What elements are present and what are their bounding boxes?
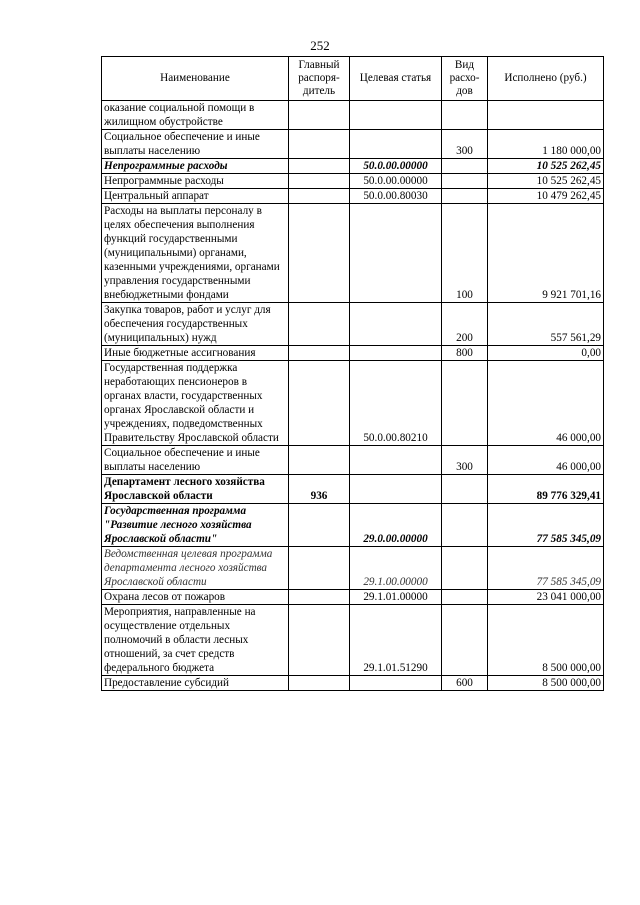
- row-amount: [488, 101, 604, 130]
- row-admin: [289, 204, 350, 303]
- row-target: [350, 101, 442, 130]
- row-name: Департамент лесного хозяйства Ярославской области: [102, 475, 289, 504]
- row-admin: [289, 101, 350, 130]
- row-admin: 936: [289, 475, 350, 504]
- header-executed: Исполнено (руб.): [488, 57, 604, 101]
- table-body: [102, 101, 604, 691]
- row-target: [350, 303, 442, 346]
- row-admin: [289, 547, 350, 590]
- table-row: [102, 189, 604, 204]
- row-name: Непрограммные расходы: [102, 159, 289, 174]
- row-type: 300: [442, 130, 488, 159]
- row-target: 50.0.00.80030: [350, 189, 442, 204]
- row-amount: 77 585 345,09: [488, 547, 604, 590]
- row-type: [442, 101, 488, 130]
- row-amount: 557 561,29: [488, 303, 604, 346]
- row-type: 300: [442, 446, 488, 475]
- row-name: Ведомственная целевая программа департамента лесного хозяйства Ярославской области: [102, 547, 289, 590]
- row-admin: [289, 504, 350, 547]
- row-type: 200: [442, 303, 488, 346]
- table-row: [102, 504, 604, 547]
- row-target: 29.1.01.51290: [350, 605, 442, 676]
- row-target: 50.0.00.80210: [350, 361, 442, 446]
- header-target: Целевая статья: [350, 57, 442, 101]
- table-header-row: [102, 57, 604, 101]
- row-name: Предоставление субсидий: [102, 676, 289, 691]
- table-row: [102, 676, 604, 691]
- table-row: [102, 346, 604, 361]
- row-target: 50.0.00.00000: [350, 159, 442, 174]
- row-name: Иные бюджетные ассигнования: [102, 346, 289, 361]
- row-amount: 89 776 329,41: [488, 475, 604, 504]
- table-row: [102, 101, 604, 130]
- table-row: [102, 590, 604, 605]
- row-type: 100: [442, 204, 488, 303]
- table-row: [102, 174, 604, 189]
- table-row: [102, 547, 604, 590]
- budget-table: [101, 56, 604, 691]
- row-amount: 0,00: [488, 346, 604, 361]
- row-name: Центральный аппарат: [102, 189, 289, 204]
- header-type: Вид расхо-дов: [442, 57, 488, 101]
- row-admin: [289, 605, 350, 676]
- row-amount: 8 500 000,00: [488, 605, 604, 676]
- row-target: 50.0.00.00000: [350, 174, 442, 189]
- row-name: Мероприятия, направленные на осуществление отдельных полномочий в области лесных отношений, за счет средств федерального бюджета: [102, 605, 289, 676]
- row-name: Непрограммные расходы: [102, 174, 289, 189]
- header-name: Наименование: [102, 57, 289, 101]
- row-type: [442, 159, 488, 174]
- row-name: оказание социальной помощи в жилищном обустройстве: [102, 101, 289, 130]
- page-number: 252: [310, 38, 330, 53]
- row-target: [350, 446, 442, 475]
- row-amount: 10 525 262,45: [488, 174, 604, 189]
- row-amount: 9 921 701,16: [488, 204, 604, 303]
- row-amount: 46 000,00: [488, 361, 604, 446]
- row-type: [442, 547, 488, 590]
- table-row: [102, 361, 604, 446]
- table-row: [102, 475, 604, 504]
- row-target: [350, 475, 442, 504]
- row-admin: [289, 590, 350, 605]
- table-row: [102, 446, 604, 475]
- row-amount: 10 479 262,45: [488, 189, 604, 204]
- row-target: [350, 676, 442, 691]
- row-name: Государственная поддержка неработающих пенсионеров в органах власти, государственных органах Ярославской области и учреждениях, подведомственных Правительству Ярославской области: [102, 361, 289, 446]
- row-type: [442, 361, 488, 446]
- row-target: [350, 130, 442, 159]
- row-amount: 8 500 000,00: [488, 676, 604, 691]
- row-admin: [289, 303, 350, 346]
- row-type: [442, 605, 488, 676]
- row-amount: 23 041 000,00: [488, 590, 604, 605]
- row-type: [442, 174, 488, 189]
- row-type: [442, 590, 488, 605]
- row-admin: [289, 130, 350, 159]
- row-target: 29.1.00.00000: [350, 547, 442, 590]
- table-row: [102, 204, 604, 303]
- row-amount: 1 180 000,00: [488, 130, 604, 159]
- row-type: [442, 504, 488, 547]
- row-name: Социальное обеспечение и иные выплаты населению: [102, 130, 289, 159]
- row-type: 800: [442, 346, 488, 361]
- row-admin: [289, 189, 350, 204]
- row-admin: [289, 174, 350, 189]
- row-admin: [289, 346, 350, 361]
- row-name: Социальное обеспечение и иные выплаты населению: [102, 446, 289, 475]
- table-row: [102, 303, 604, 346]
- row-target: 29.1.01.00000: [350, 590, 442, 605]
- row-amount: 46 000,00: [488, 446, 604, 475]
- row-name: Государственная программа "Развитие лесного хозяйства Ярославской области": [102, 504, 289, 547]
- row-target: [350, 346, 442, 361]
- row-type: [442, 475, 488, 504]
- row-amount: 77 585 345,09: [488, 504, 604, 547]
- row-admin: [289, 676, 350, 691]
- table-row: [102, 605, 604, 676]
- row-name: Охрана лесов от пожаров: [102, 590, 289, 605]
- row-type: 600: [442, 676, 488, 691]
- table-row: [102, 130, 604, 159]
- row-admin: [289, 446, 350, 475]
- row-type: [442, 189, 488, 204]
- header-admin: Главный распоря-дитель: [289, 57, 350, 101]
- row-admin: [289, 361, 350, 446]
- row-target: 29.0.00.00000: [350, 504, 442, 547]
- row-name: Расходы на выплаты персоналу в целях обеспечения выполнения функций государственными (муниципальными) органами, казенными учреждениями, органами управления государственными внебюджетными фондами: [102, 204, 289, 303]
- row-amount: 10 525 262,45: [488, 159, 604, 174]
- table-row: [102, 159, 604, 174]
- row-admin: [289, 159, 350, 174]
- row-target: [350, 204, 442, 303]
- row-name: Закупка товаров, работ и услуг для обеспечения государственных (муниципальных) нужд: [102, 303, 289, 346]
